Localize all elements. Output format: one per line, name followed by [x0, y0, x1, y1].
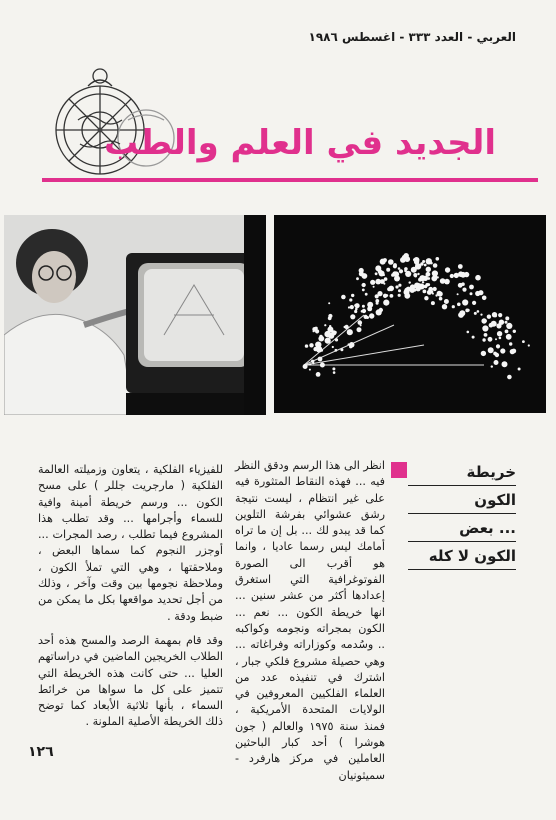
star-dot [488, 315, 491, 318]
star-dot [332, 367, 335, 370]
star-dot [427, 277, 430, 280]
star-dot [494, 360, 499, 365]
star-dot [444, 279, 450, 285]
star-dot [513, 330, 516, 333]
star-dot [439, 297, 443, 301]
star-dot [324, 324, 326, 326]
star-dot [386, 268, 390, 272]
star-dot [458, 283, 463, 288]
star-dot [398, 289, 401, 292]
star-dot [492, 312, 497, 317]
star-dot [315, 342, 321, 348]
star-dot [480, 314, 482, 316]
star-dot [331, 334, 334, 337]
star-dot [457, 303, 461, 307]
star-dot [462, 288, 466, 292]
star-dot [390, 294, 394, 298]
star-dot [405, 271, 411, 277]
star-dot [507, 375, 512, 380]
star-dot [430, 262, 433, 265]
headline-rule [42, 178, 538, 182]
star-dot [375, 294, 379, 298]
star-dot [470, 292, 473, 295]
star-dot [433, 288, 436, 291]
star-dot [395, 285, 398, 288]
page-number: ١٢٦ [28, 744, 54, 760]
star-dot [510, 349, 515, 354]
star-dot [491, 365, 493, 367]
universe-map-image [274, 215, 546, 413]
star-dot [315, 329, 319, 333]
star-dot [424, 264, 427, 267]
star-dot [472, 336, 475, 339]
star-dot [417, 273, 419, 275]
star-dot [358, 320, 363, 325]
star-dot [518, 368, 521, 371]
star-dot [399, 269, 403, 273]
star-dot [457, 293, 459, 295]
star-dot [380, 259, 386, 265]
star-dot [357, 327, 362, 332]
star-dot [350, 305, 354, 309]
star-dot [347, 329, 353, 335]
star-dot [482, 325, 488, 331]
star-dot [411, 268, 414, 271]
star-dot [372, 281, 375, 284]
star-dot [340, 348, 343, 351]
star-dot [393, 263, 397, 267]
star-dot [364, 315, 368, 319]
star-dot [506, 323, 512, 329]
star-dot [392, 271, 397, 276]
star-dot [309, 343, 313, 347]
star-dot [375, 272, 378, 275]
star-dot [475, 275, 481, 281]
subheading-line: خريطة [408, 458, 516, 486]
star-dot [488, 347, 494, 353]
star-dot [481, 318, 486, 323]
star-dot [445, 267, 450, 272]
star-dot [484, 333, 488, 337]
subheading-line: ... بعض [408, 514, 516, 542]
star-dot [458, 312, 464, 318]
paragraph: وقد قام بمهمة الرصد والمسح هذه أحد الطلاب الخريجين الماضين في دراساتهم العليا ... حتى كانت هذه الخريطة التي تتميز على كل ما سواها من خرائط السماء ، بأنها ثلاثية الأبعاد كما توضح ذلك الخريطة الأصلية الملونة . [38, 633, 223, 729]
star-dot [424, 296, 428, 300]
star-dot [505, 330, 509, 334]
star-dot [313, 330, 315, 332]
star-dot [499, 320, 504, 325]
star-dot [356, 277, 359, 280]
star-dot [500, 348, 505, 353]
star-dot [378, 269, 383, 274]
star-dot [321, 349, 324, 352]
star-dot [309, 369, 311, 371]
star-dot [432, 293, 434, 295]
star-dot [452, 305, 455, 308]
star-dot [414, 257, 420, 263]
star-dot [350, 314, 355, 319]
star-dot [367, 302, 373, 308]
star-dot [349, 298, 352, 301]
star-dot [431, 301, 435, 305]
star-dot [398, 267, 401, 270]
star-dot [404, 293, 410, 299]
star-dot [316, 372, 321, 377]
star-dot [423, 290, 427, 294]
star-dot [385, 294, 388, 297]
star-dot [467, 309, 470, 312]
star-dot [434, 275, 437, 278]
star-dot [311, 360, 314, 363]
star-dot [362, 305, 365, 308]
article-subheading [408, 458, 516, 570]
star-dot [442, 304, 447, 309]
star-dot [488, 337, 493, 342]
star-dot [362, 289, 365, 292]
star-dot [328, 302, 330, 304]
star-dot [506, 334, 512, 340]
star-dot [409, 281, 411, 283]
subheading-line: الكون [408, 486, 516, 514]
star-dot [481, 351, 486, 356]
star-dot [437, 291, 442, 296]
star-dot [522, 340, 525, 343]
star-dot [375, 279, 381, 285]
subheading-line: الكون لا كله [408, 542, 516, 570]
star-dot [426, 272, 431, 277]
star-dot [477, 310, 480, 313]
paragraph: للفيزياء الفلكية ، يتعاون وزميلته العالمة الفلكية ( مارجريت جللر ) على مسح الكون ... ورسم خريطة أمينة وافية للسماء وأجرامها ... وقد تطلب هذا المشروع فيما تطلب ، رصد المجرات ... أوجزر النجوم كما سماها البعض ، وملاحقتها ، وهي التي تملأ الكون ، وملاحظة نجومها بين وقت وآخر ، وذلك من أجل تحديد مواقعها بكل ما يمكن من ضبط ودقة . [38, 463, 223, 623]
paragraph: انظر الى هذا الرسم ودقق النظر فيه ... فهذه النقاط المتثورة فيه على غير انتظام ، ليست نتيجة رشق عشوائي بفرشة التلوين كما قد يبدو لك ... بل إن ما تراه أمامك ليس رسما عاديا ، وانما هو أقرب الى الصورة الفوتوغرافية التي استغرق إعدادها أكثر من عشر سنين ... انها خريطة الكون ... نعم ... الكون بمجراته ونجومه وكواكبه .. وسُدمه وكوزاراته وفراغاته ... وهي حصيلة مشروع فلكي جبار ، اشترك في تنفيذه عدد من العلماء الفلكيين المعروفين في الولايات المتحدة الأمريكية ، فمنذ سنة ١٩٧٥ والعالم ( جون هوشرا ) أحد كبار الباحثين العاملين في مركز هارفرد - سميثونيان [235, 459, 385, 782]
star-dot [320, 363, 325, 368]
star-dot [497, 331, 502, 336]
star-dot [496, 344, 500, 348]
star-dot [433, 263, 438, 268]
star-dot [502, 361, 508, 367]
star-dot [349, 342, 355, 348]
paragraph-marker [391, 462, 407, 478]
star-dot [499, 337, 502, 340]
star-dot [528, 344, 530, 346]
star-dot [472, 301, 476, 305]
star-dot [360, 324, 362, 326]
star-dot [498, 325, 501, 328]
section-headline: الجديد في العلم والطب [104, 123, 496, 163]
star-dot [388, 286, 394, 292]
star-dot [404, 256, 410, 262]
star-dot [318, 336, 324, 342]
star-dot [426, 259, 430, 263]
star-dot [444, 299, 449, 304]
researcher-photo [4, 215, 266, 415]
star-dot [495, 338, 497, 340]
star-dot [313, 347, 317, 351]
star-dot [362, 309, 366, 313]
article-column-middle [235, 458, 385, 784]
star-dot [469, 285, 474, 290]
star-dot [505, 321, 508, 324]
star-dot [482, 296, 487, 301]
star-dot [318, 357, 323, 362]
star-dot [348, 306, 350, 308]
star-dot [425, 283, 429, 287]
star-dot [383, 300, 389, 306]
star-dot [427, 290, 432, 295]
star-dot [398, 294, 401, 297]
star-dot [460, 272, 466, 278]
star-dot [398, 284, 401, 287]
star-dot [413, 289, 416, 292]
star-dot [458, 264, 463, 269]
star-dot [351, 294, 354, 297]
star-dot [478, 290, 483, 295]
star-dot [325, 338, 331, 344]
star-dot [422, 281, 424, 283]
star-dot [305, 344, 308, 347]
star-dot [373, 286, 375, 288]
star-dot [375, 299, 379, 303]
star-dot [454, 273, 459, 278]
star-dot [462, 299, 468, 305]
star-dot [436, 257, 440, 261]
star-dot [415, 263, 421, 269]
star-dot [505, 316, 509, 320]
star-dot [482, 338, 485, 341]
star-dot [414, 283, 420, 289]
article-column-left [38, 462, 223, 731]
star-dot [359, 271, 364, 276]
star-dot [440, 281, 442, 283]
star-dot [422, 260, 425, 263]
star-dot [404, 288, 409, 293]
star-dot [450, 274, 454, 278]
star-dot [498, 313, 502, 317]
star-dot [474, 312, 477, 315]
star-dot [509, 342, 512, 345]
star-dot [379, 308, 383, 312]
star-dot [335, 349, 338, 352]
star-dot [355, 303, 360, 308]
star-dot [335, 338, 338, 341]
star-dot [365, 293, 368, 296]
star-dot [369, 313, 374, 318]
star-dot [419, 275, 425, 281]
star-dot [414, 275, 417, 278]
star-dot [467, 331, 470, 334]
star-dot [309, 363, 311, 365]
star-dot [426, 267, 431, 272]
star-dot [489, 325, 491, 327]
issue-line: العربي - العدد ٣٣٣ - اغسطس ١٩٨٦ [308, 30, 516, 44]
star-dot [328, 314, 332, 318]
star-dot [344, 325, 348, 329]
star-dot [341, 295, 346, 300]
star-dot [362, 284, 365, 287]
star-dot [332, 346, 334, 348]
star-dot [333, 371, 336, 374]
star-dot [303, 364, 308, 369]
star-dot [354, 310, 357, 313]
star-dot [495, 353, 499, 357]
star-dot [388, 259, 394, 265]
